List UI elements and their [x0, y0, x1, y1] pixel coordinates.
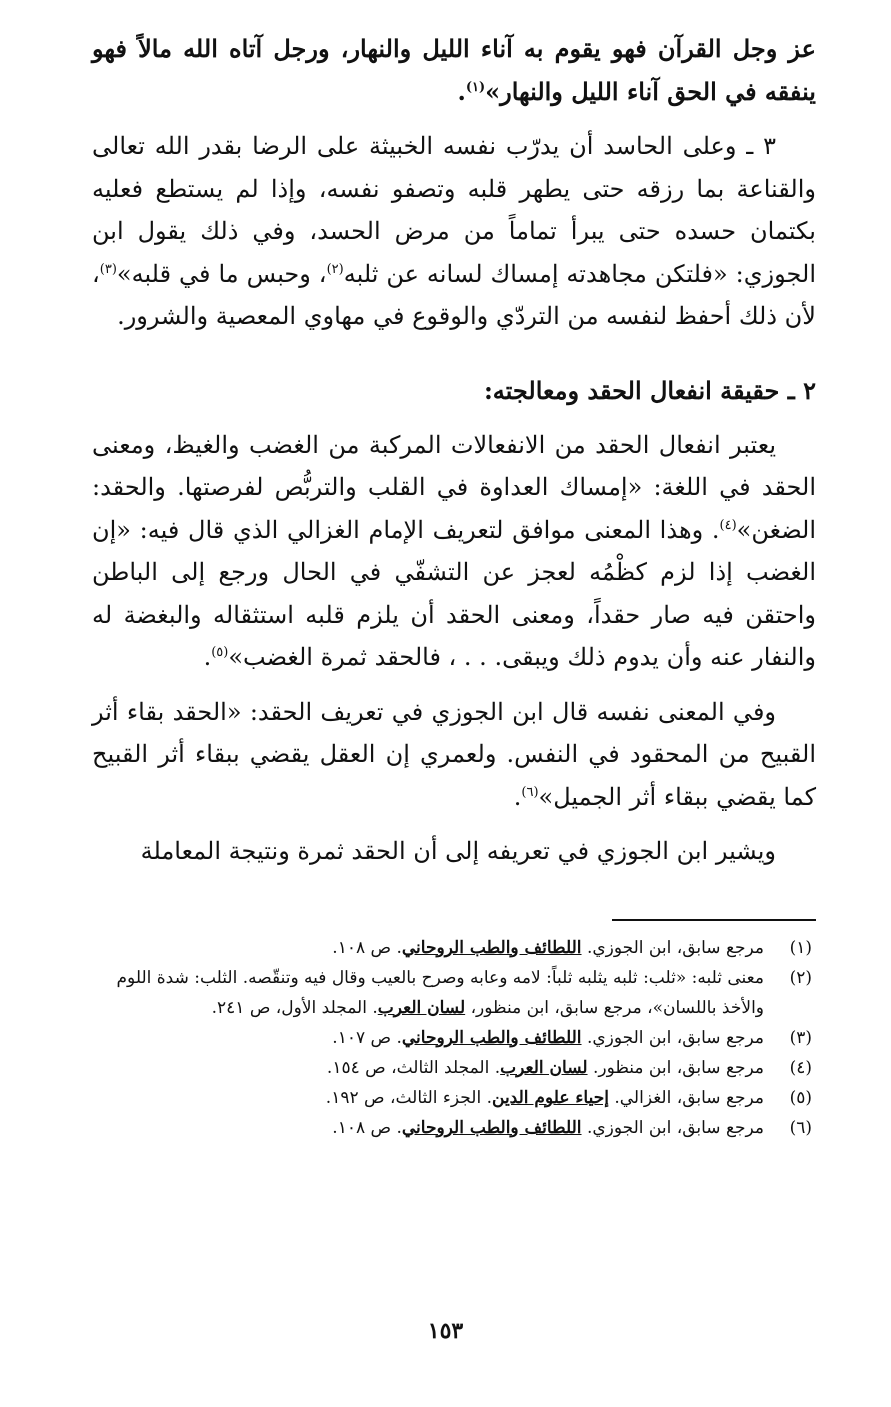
footnote-number: (٤)	[789, 1057, 812, 1078]
footnotes	[92, 933, 816, 1143]
footnote-ref-3[interactable]: (٣)	[99, 261, 117, 277]
quote-line-1: عز وجل القرآن فهو يقوم به آناء الليل والنهار، ورجل آتاه الله مالاً فهو	[92, 34, 816, 63]
paragraph-definition	[92, 424, 816, 679]
footnote-ref-5[interactable]: (٥)	[211, 645, 229, 660]
footnote-ref-1[interactable]: (١)	[465, 79, 486, 95]
paragraph-definition-part2: . وهذا المعنى موافق لتعريف الإمام الغزالي الذي قال فيه: «إن الغضب إذا لزم كظْمُه لعجز عن التشفّي في الحال ورجع إلى الباطن واحتقن فيه صار حقداً، ومعنى الحقد أن يلزم قلبه استثقاله والبغضة له والنفار عنه وأن يدوم ذلك ويبقى. . . ، فالحقد ثمرة الغضب»	[92, 515, 816, 671]
footnote-text	[92, 1083, 764, 1113]
paragraph-definition-part1: يعتبر انفعال الحقد من الانفعالات المركبة من الغضب والغيظ، ومعنى الحقد في اللغة: «إمساك العداوة في القلب والتربُّص لفرصتها. والحقد: الضغن»	[92, 430, 816, 544]
paragraph-envier-part1: ٣ ـ وعلى الحاسد أن يدرّب نفسه الخبيثة على الرضا بقدر الله تعالى والقناعة بما رزقه حتى يطهر قلبه وتصفو نفسه، وإذا لم يستطع فعليه بكتمان حسده حتى يبرأ تماماً من مرض الحسد، وفي ذلك يقول ابن الجوزي: «فلتكن مجاهدته إمساك لسانه عن ثلبه	[92, 132, 816, 288]
footnote-3	[92, 1023, 816, 1053]
footnote-page: . الجزء الثالث، ص ١٩٢.	[325, 1087, 492, 1108]
paragraph-ibn-jawzi	[92, 691, 816, 819]
footnote-source: مرجع سابق، ابن الجوزي.	[586, 937, 764, 958]
continuation-quote	[92, 28, 816, 113]
footnote-source: مرجع سابق، ابن الجوزي.	[586, 1117, 764, 1138]
footnote-ref-4[interactable]: (٤)	[719, 517, 737, 533]
paragraph-last-line: ويشير ابن الجوزي في تعريفه إلى أن الحقد ثمرة ونتيجة المعاملة	[140, 837, 776, 865]
footnote-page: . المجلد الأول، ص ٢٤١.	[211, 997, 378, 1018]
footnote-page: . ص ١٠٨.	[332, 1117, 402, 1138]
footnote-number: (٣)	[789, 1027, 812, 1048]
paragraph-definition-part3: .	[203, 643, 212, 671]
footnote-text	[92, 1023, 764, 1053]
section-heading: ٢ ـ حقيقة انفعال الحقد ومعالجته:	[483, 375, 816, 405]
footnote-page: . ص ١٠٨.	[332, 937, 402, 958]
footnote-divider	[92, 919, 816, 933]
footnote-page: . المجلد الثالث، ص ١٥٤.	[326, 1057, 501, 1078]
footnote-ref-2[interactable]: (٢)	[326, 261, 344, 277]
footnote-source: مرجع سابق، ابن الجوزي.	[586, 1027, 764, 1048]
footnote-title: اللطائف والطب الروحاني	[401, 1117, 582, 1138]
footnote-6	[92, 1113, 816, 1143]
quote-end: .	[457, 76, 466, 106]
footnote-text	[92, 963, 764, 1023]
paragraph-envier-part2: ، وحبس ما في قلبه»	[116, 259, 327, 288]
page-content	[92, 28, 816, 1143]
footnote-title: اللطائف والطب الروحاني	[401, 1027, 582, 1048]
footnote-number: (١)	[789, 937, 812, 958]
footnote-source: معنى ثلبه: «ثلب: ثلبه يثلبه ثلباً: لامه وعابه وصرح بالعيب وقال فيه وتنقّصه. الثلب: شدة اللوم والأخذ باللسان»، مرجع سابق، ابن منظور،	[116, 967, 764, 1018]
quote-line-2: ينفقه في الحق آناء الليل والنهار»	[485, 76, 816, 106]
paragraph-envier-part3: ، لأن ذلك أحفظ لنفسه من التردّي والوقوع في مهاوي المعصية والشرور.	[92, 259, 816, 330]
footnote-5	[92, 1083, 816, 1113]
footnote-number: (٢)	[789, 967, 812, 988]
footnote-title: لسان العرب	[377, 997, 466, 1018]
paragraph-ibn-jawzi-part1: وفي المعنى نفسه قال ابن الجوزي في تعريف الحقد: «الحقد بقاء أثر القبيح من المحقود في النفس. ولعمري إن العقل يقضي ببقاء أثر القبيح كما يقضي ببقاء أثر الجميل»	[92, 697, 816, 811]
page-number: ١٥٣	[427, 1318, 464, 1344]
footnote-1	[92, 933, 816, 963]
footnote-4	[92, 1053, 816, 1083]
footnote-text	[92, 1113, 764, 1143]
footnote-text	[92, 933, 764, 963]
footnote-title: إحياء علوم الدين	[492, 1087, 609, 1108]
footnote-source: مرجع سابق، الغزالي.	[614, 1087, 764, 1108]
footnote-ref-6[interactable]: (٦)	[521, 784, 539, 800]
footnote-2	[92, 963, 816, 1023]
footnote-text	[92, 1053, 764, 1083]
footnote-number: (٦)	[789, 1117, 812, 1138]
footnote-page: . ص ١٠٧.	[332, 1027, 402, 1048]
footnote-source: مرجع سابق، ابن منظور.	[592, 1057, 764, 1078]
footnote-title: لسان العرب	[500, 1057, 588, 1078]
footnote-number: (٥)	[789, 1087, 812, 1108]
paragraph-envier	[92, 125, 816, 338]
paragraph-ibn-jawzi-part2: .	[513, 782, 522, 811]
footnote-title: اللطائف والطب الروحاني	[401, 937, 582, 958]
